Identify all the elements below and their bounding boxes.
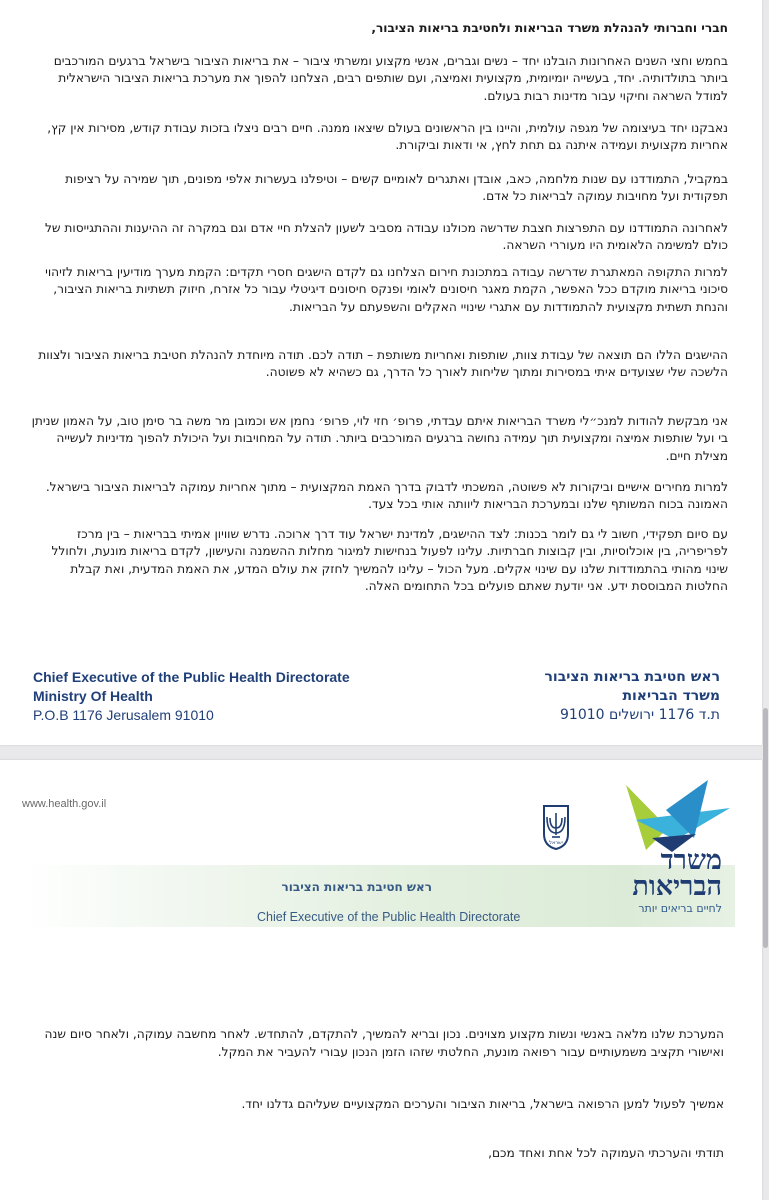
banner-title-english: Chief Executive of the Public Health Directorate [257, 910, 521, 924]
page2-paragraph-1: המערכת שלנו מלאה באנשי ונשות מקצוע מצוינים. נכון ובריא להמשיך, להתקדם, להתחדש. לאחר מחשבה עמוקה, ולאחר סיום שנה ואישורי תקציב משמעותיים עבור רפואה מונעת, החלטתי שזהו הזמן הנכון עבורי להעביר את המקל. [44, 1027, 724, 1059]
signature-he-address: ת.ד 1176 ירושלים 91010 [560, 707, 720, 723]
signature-english [33, 668, 350, 725]
signature-en-address: P.O.B 1176 Jerusalem 91010 [33, 707, 214, 723]
scrollbar-thumb[interactable] [763, 708, 768, 948]
signature-en-ministry: Ministry Of Health [33, 688, 153, 704]
state-emblem-icon [541, 804, 571, 850]
signature-hebrew [544, 668, 720, 725]
letter-paragraph-2: נאבקנו יחד בעיצומה של מגפה עולמית, והיינו בין הראשונים בעולם שיצאו ממנה. חיים רבים ניצלו בזכות עבודת קודש, מסירות אין קץ, אחריות מקצועית ועמידה איתנה גם תחת לחץ, אי ודאות וביקורת. [47, 121, 728, 153]
website-url: www.health.gov.il [22, 798, 107, 810]
letter-paragraph-4: לאחרונה התמודדנו עם התפרצות חצבת שדרשה מכולנו עבודה מסביב לשעון להצלת חיי אדם וגם במקרה זה ההיענות וההתגייסות של כולם למשימה הלאומית היו מעוררי השראה. [44, 221, 728, 253]
logo-tagline: לחיים בריאים יותר [638, 902, 722, 915]
signature-he-ministry: משרד הבריאות [622, 688, 720, 704]
signature-he-title: ראש חטיבת בריאות הציבור [544, 669, 720, 685]
letter-paragraph-1: בחמש וחצי השנים האחרונות הובלנו יחד – נשים וגברים, אנשי מקצוע ומשרתי ציבור – את בריאות הציבור בישראל ברגעים המורכבים ביותר בתולדותיה. יחד, בעשייה יומיומית, מקצועית ואמיצה, ועם שותפים רבים, הצלחנו להפוך את מערכת בריאות הציבור הישראלית למודל השראה וחיקוי עבור מדינות רבות בעולם. [53, 54, 728, 103]
letter-paragraph-6: ההישגים הללו הם תוצאה של עבודת צוות, שותפות ואחריות משותפת – תודה לכם. תודה מיוחדת להנהלת חטיבת בריאות הציבור ולצוות הלשכה שלי שצועדים איתי במסירות ומתוך שליחות לאורך כל הדרך, גם כשהיא לא פשוטה. [38, 348, 728, 380]
logo-word-ministry: משרד [660, 845, 722, 876]
page2-closing: תודתי והערכתי העמוקה לכל אחת ואחד מכם, [488, 1146, 724, 1160]
letter-page-2 [0, 760, 762, 1200]
banner-title-hebrew: ראש חטיבת בריאות הציבור [281, 880, 432, 894]
letter-paragraph-7: אני מבקשת להודות למנכ״לי משרד הבריאות איתם עבדתי, פרופ׳ חזי לוי, פרופ׳ נחמן אש וכמובן מר משה בר סימן טוב, על האמון שניתן בי ועל שותפות אמיצה ומקצועית תוך עמידה נחושה ברגעים המורכבים ביותר. תודה על המחויבות ועל היכולת להפוך מדיניות לעשייה מצילת חיים. [31, 414, 728, 463]
letter-paragraph-5: למרות התקופה המאתגרת שדרשה עבודה במתכונת חירום הצלחנו גם לקדם הישגים חסרי תקדים: הקמת מערך מודיעין בריאות לזיהוי סיכוני בריאות מוקדם ככל האפשר, הקמת מאגר חיסונים לאומי ופנקס חיסונים דיגיטלי עבור כל אזרח, חיזוק תשתיות בריאות הציבור, והנחת תשתית מקצועית להתמודדות עם אתגרי שינויי האקלים והשפעתם על הבריאות. [45, 265, 728, 314]
page2-paragraph-2: אמשיך לפעול למען הרפואה בישראל, בריאות הציבור והערכים המקצועיים שעליהם גדלנו יחד. [241, 1097, 724, 1111]
letter-paragraph-8: למרות מחירים אישיים וביקורות לא פשוטה, המשכתי לדבוק בדרך האמת המקצועית – מתוך אחריות עמוקה לבריאות הציבור בישראל. האמונה בכוח המשותף שלנו ובמערכת הבריאות ליוותה אותי בכל צעד. [45, 480, 728, 512]
emblem-text: ישראל [549, 840, 563, 846]
ministry-logo-text [632, 845, 722, 915]
letter-greeting: חברי וחברותי להנהלת משרד הבריאות ולחטיבת בריאות הציבור, [371, 21, 728, 35]
letter-paragraph-3: במקביל, התמודדנו עם שנות מלחמה, כאב, אובדן ואתגרים לאומיים קשים – וטיפלנו בעשרות אלפי מפונים, תוך שמירה על רציפות תפקודית ועל מחויבות עמוקה לבריאות כל אדם. [65, 172, 728, 204]
vertical-scrollbar[interactable] [763, 0, 768, 1200]
signature-en-title: Chief Executive of the Public Health Directorate [33, 669, 350, 685]
letter-paragraph-9: עם סיום תפקידי, חשוב לי גם לומר בכנות: לצד ההישגים, למדינת ישראל עוד דרך ארוכה. נדרש שוויון אמיתי בבריאות – בין מרכז לפריפריה, בין אוכלוסיות, ובין קבוצות חברתיות. עלינו לפעול בנחישות למיגור מחלות ההשמנה והעישון, לקדם בריאות מונעת, ולחולל שינוי מהותי בהתמודדות שלנו עם שינוי אקלים. מעל הכול – עלינו להמשיך לחזק את עולם המדע, את האמת המדעית, ואת קבלת החלטות המבוססת ידע. אני יודעת שאתם פועלים בכל התחומים האלה. [51, 527, 728, 594]
logo-word-health: הבריאות [632, 871, 722, 902]
